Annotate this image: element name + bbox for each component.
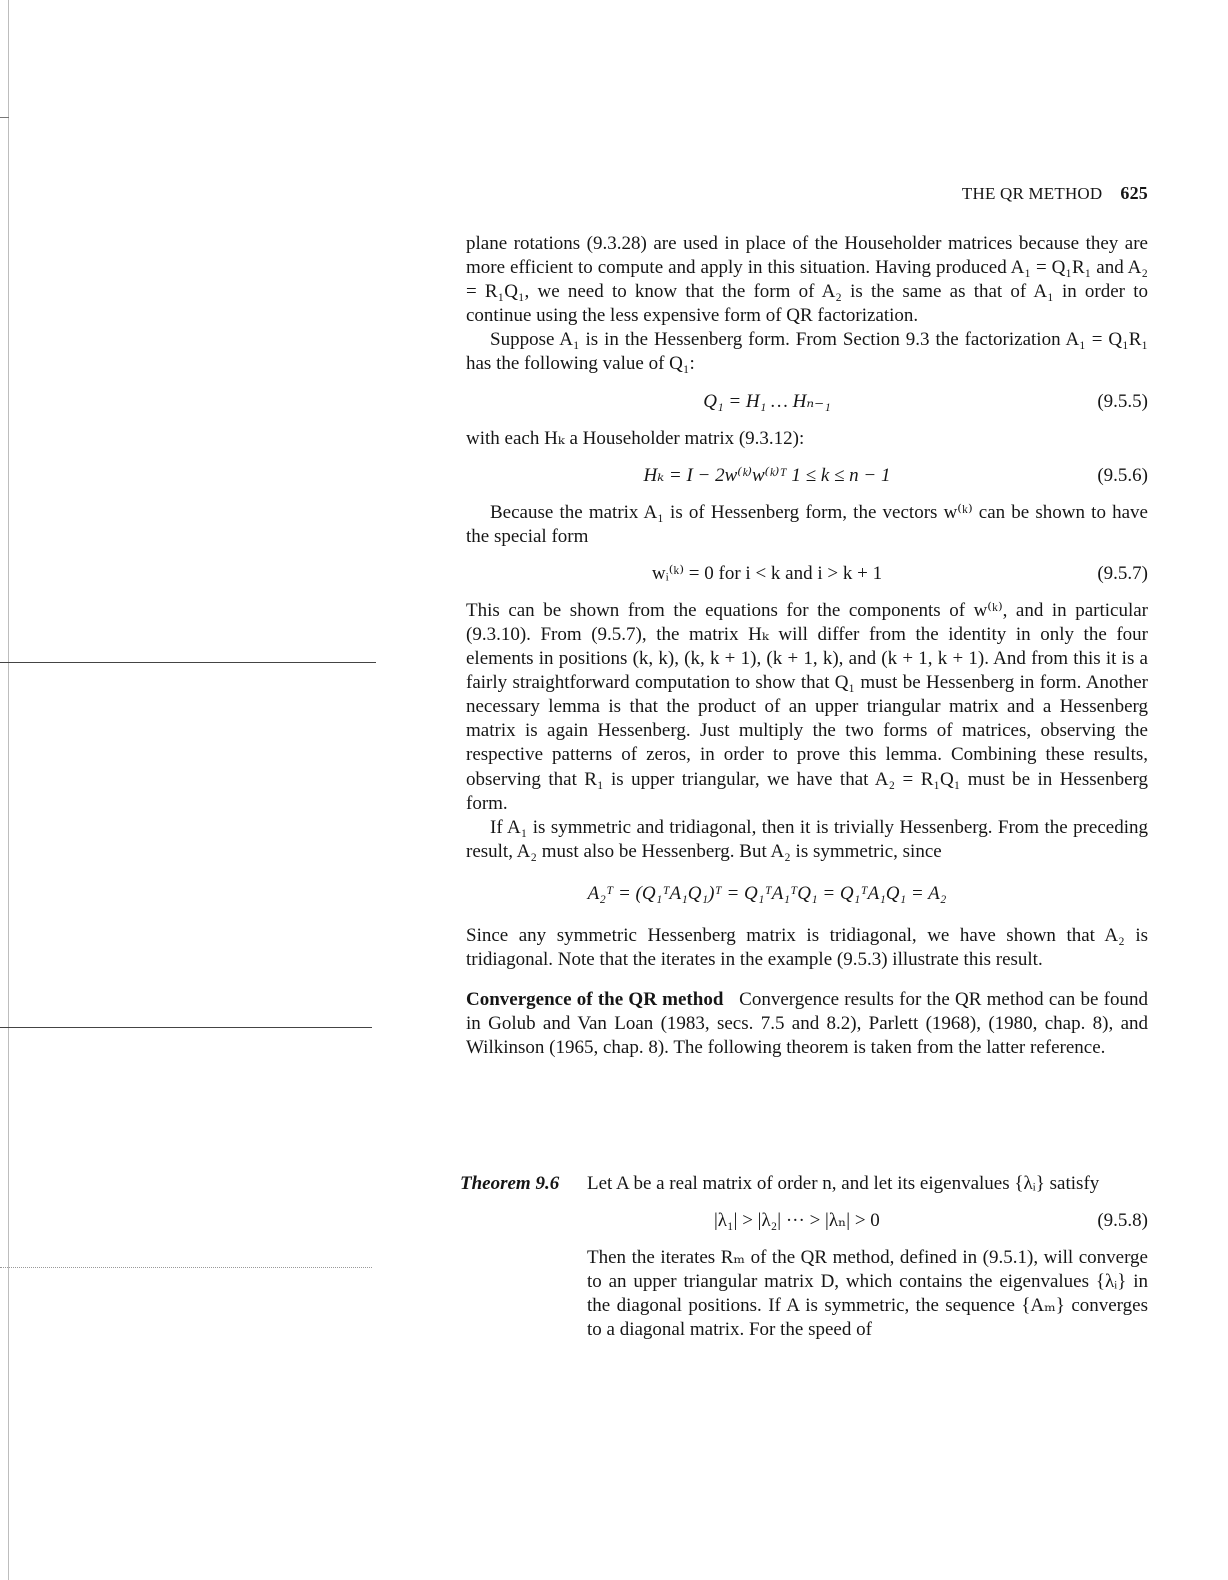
theorem-text: Let A be a real matrix of order n, and let its eigenvalues {λᵢ} satisfy xyxy=(587,1173,1100,1194)
equation-body: Q₁ = H₁ … Hₙ₋₁ xyxy=(703,390,831,412)
equation-number: (9.5.6) xyxy=(1097,464,1148,486)
paragraph: Because the matrix A₁ is of Hessenberg form, the vectors w⁽ᵏ⁾ can be shown to have the special form xyxy=(466,501,1148,547)
section-heading: Convergence of the QR method xyxy=(466,989,724,1011)
equation-body: A₂ᵀ = (Q₁ᵀA₁Q₁)ᵀ = Q₁ᵀA₁ᵀQ₁ = Q₁ᵀA₁Q₁ = A₂ xyxy=(587,882,947,904)
equation-9-5-6 xyxy=(466,460,1148,492)
equation-number: (9.5.5) xyxy=(1097,390,1148,412)
equation-9-5-5 xyxy=(466,386,1148,418)
theorem-9-6 xyxy=(460,1172,1148,1342)
scan-edge-tick xyxy=(0,117,9,118)
paragraph: Suppose A₁ is in the Hessenberg form. From Section 9.3 the factorization A₁ = Q₁R₁ has the following value of Q₁: xyxy=(466,329,1148,375)
theorem-text: Then the iterates Rₘ of the QR method, defined in (9.5.1), will converge to an upper triangular matrix D, which contains the eigenvalues {λᵢ} in the diagonal positions. If A is symmetric, the sequence {Aₘ} converges to a diagonal matrix. For the speed of xyxy=(587,1247,1148,1341)
equation-symmetry xyxy=(466,873,1148,915)
convergence-text: Convergence results for the QR method can be found in Golub and Van Loan (1983, secs. 7.5 and 8.2), Parlett (1968), (1980, chap. 8), and Wilkinson (1965, chap. 8). The following theorem is taken from the latter reference. xyxy=(466,989,1148,1059)
convergence-paragraph xyxy=(466,988,1148,1060)
equation-body: Hₖ = I − 2w⁽ᵏ⁾w⁽ᵏ⁾ᵀ 1 ≤ k ≤ n − 1 xyxy=(643,464,891,486)
paragraph: plane rotations (9.3.28) are used in place of the Householder matrices because they are more efficient to compute and apply in this situation. Having produced A₁ = Q₁R₁ and A₂ = R₁Q₁, we need to know that the form of A₂ is the same as that of A₁ in order to continue using the less expensive form of QR factorization. xyxy=(466,233,1148,327)
spacer xyxy=(466,972,1148,988)
running-head-title: THE QR METHOD xyxy=(961,184,1103,203)
margin-rule xyxy=(0,1027,372,1028)
paragraph: with each Hₖ a Householder matrix (9.3.12): xyxy=(466,427,805,449)
margin-rule-dotted xyxy=(0,1267,372,1269)
equation-9-5-7 xyxy=(466,558,1148,590)
main-text-column xyxy=(466,232,1148,1060)
equation-body: wᵢ⁽ᵏ⁾ = 0 for i < k and i > k + 1 xyxy=(651,562,883,584)
theorem-body xyxy=(587,1172,1148,1342)
margin-rule xyxy=(0,662,376,663)
theorem-label: Theorem 9.6 xyxy=(460,1173,560,1194)
paragraph: Since any symmetric Hessenberg matrix is tridiagonal, we have shown that A₂ is tridiagonal. Note that the iterates in the example (9.5.3) illustrate this result. xyxy=(466,924,1148,970)
equation-number: (9.5.8) xyxy=(1097,1210,1148,1232)
equation-number: (9.5.7) xyxy=(1097,562,1148,584)
equation-9-5-8 xyxy=(587,1205,1148,1237)
scan-edge-line xyxy=(8,0,9,1580)
paragraph: This can be shown from the equations for the components of w⁽ᵏ⁾, and in particular (9.3.10). From (9.5.7), the matrix Hₖ will differ from the identity in only the four elements in positions (k, k), (k, k + 1), (k + 1, k), and (k + 1, k + 1). And from this it is a fairly straightforward computation to show that Q₁ must be Hessenberg in form. Another necessary lemma is that the product of an upper triangular matrix and a Hessenberg matrix is again Hessenberg. Just multiply the two forms of matrices, observing the respective patterns of zeros, in order to prove this lemma. Combining these results, observing that R₁ is upper triangular, we have that A₂ = R₁Q₁ must be in Hessenberg form. xyxy=(466,599,1148,814)
equation-body: |λ₁| > |λ₂| ··· > |λₙ| > 0 xyxy=(714,1210,880,1232)
page-number: 625 xyxy=(1120,183,1148,203)
paragraph: If A₁ is symmetric and tridiagonal, then it is trivially Hessenberg. From the preceding result, A₂ must also be Hessenberg. But A₂ is symmetric, since xyxy=(466,816,1148,862)
running-head xyxy=(962,183,1148,204)
